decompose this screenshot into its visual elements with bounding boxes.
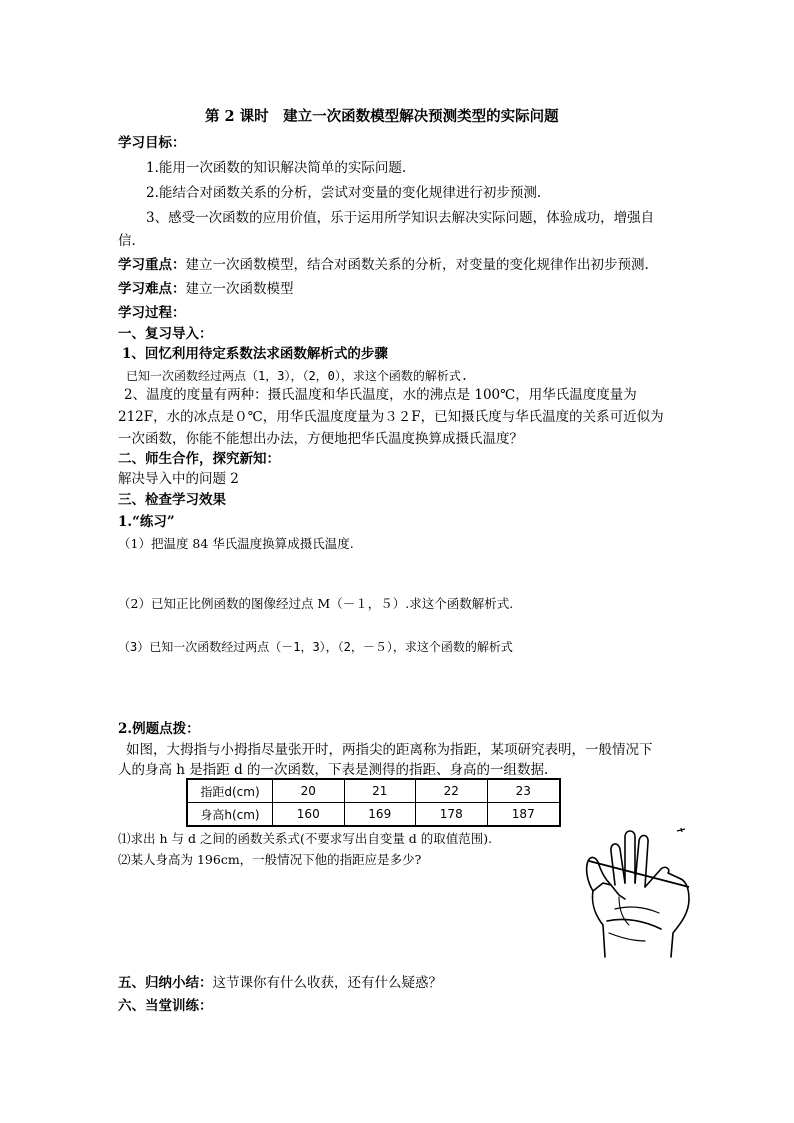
objective-1: 1.能用一次函数的知识解决简单的实际问题. [146, 160, 407, 176]
section5-heading: 五、归纳小结： [118, 975, 213, 991]
example-intro-line-2: 人的身高 h 是指距 d 的一次函数，下表是测得的指距、身高的一组数据. [118, 762, 549, 778]
section6-heading: 六、当堂训练： [118, 998, 213, 1014]
review-question-2-line-1: 2、温度的度量有两种：摄氏温度和华氏温度，水的沸点是 100℃，用华氏温度度量为 [124, 387, 637, 403]
practice-1: （1）把温度 84 华氏温度换算成摄氏温度. [118, 536, 354, 551]
section3-heading: 三、检查学习效果 [118, 492, 226, 508]
table-row-label: 指距d(cm) [187, 779, 273, 803]
table-row [187, 803, 560, 827]
table-cell: 20 [273, 779, 345, 803]
example-heading: 2.例题点拨： [118, 721, 200, 737]
review-question-1-heading: 1、回忆利用待定系数法求函数解析式的步骤 [122, 346, 388, 362]
section1-heading: 一、复习导入： [118, 326, 213, 342]
practice-2: （2）已知正比例函数的图像经过点 M（－１，５）.求这个函数解析式. [118, 596, 514, 611]
table-cell: 21 [344, 779, 416, 803]
practice-heading: 1.“练习” [118, 514, 175, 530]
objective-3: 3、感受一次函数的应用价值，乐于运用所学知识去解决实际问题，体验成功，增强自 [146, 210, 655, 226]
table-cell: 169 [344, 803, 416, 827]
practice-3: （3）已知一次函数经过两点（－1，3），（2，－５），求这个函数的解析式 [118, 640, 513, 654]
section2-text: 解决导入中的问题 2 [118, 471, 239, 487]
table-cell: 160 [273, 803, 345, 827]
key-point-label: 学习重点： [118, 257, 186, 273]
section5-text: 这节课你有什么收获，还有什么疑惑？ [212, 975, 442, 991]
section2-heading: 二、师生合作，探究新知： [118, 451, 280, 467]
objective-2: 2.能结合对函数关系的分析，尝试对变量的变化规律进行初步预测. [146, 185, 542, 201]
table-row-label: 身高h(cm) [187, 803, 273, 827]
table-row [187, 779, 560, 803]
page-title: 第 2 课时 建立一次函数模型解决预测类型的实际问题 [205, 108, 559, 125]
table-cell: 187 [487, 803, 560, 827]
process-heading: 学习过程： [118, 305, 186, 321]
difficulty-label: 学习难点： [118, 281, 186, 297]
example-question-1: ⑴求出 h 与 d 之间的函数关系式(不要求写出自变量 d 的取值范围). [118, 831, 493, 846]
difficulty-text: 建立一次函数模型 [185, 281, 294, 297]
table-cell: 23 [487, 779, 560, 803]
objectives-heading: 学习目标： [118, 135, 186, 151]
table-cell: 22 [416, 779, 488, 803]
example-intro-line-1: 如图，大拇指与小拇指尽量张开时，两指尖的距离称为指距，某项研究表明，一般情况下 [126, 742, 653, 758]
review-question-2-line-3: 一次函数，你能不能想出办法，方便地把华氏温度换算成摄氏温度？ [118, 431, 523, 447]
review-question-2-line-2: 212F，水的冰点是０℃，用华氏温度度量为３２F，已知摄氏度与华氏温度的关系可近似为 [118, 409, 664, 425]
finger-span-height-table [186, 778, 561, 827]
objective-3-continued: 信. [118, 233, 136, 249]
table-cell: 178 [416, 803, 488, 827]
example-question-2: ⑵某人身高为 196cm，一般情况下他的指距应是多少? [118, 852, 422, 867]
hand-span-icon [585, 825, 695, 958]
review-question-1-text: 已知一次函数经过两点（1，3），（2，0），求这个函数的解析式. [126, 369, 469, 383]
key-point [118, 255, 649, 275]
key-point-text: 建立一次函数模型，结合对函数关系的分析，对变量的变化规律作出初步预测. [185, 257, 649, 273]
difficulty [118, 279, 294, 299]
section5 [118, 973, 442, 993]
